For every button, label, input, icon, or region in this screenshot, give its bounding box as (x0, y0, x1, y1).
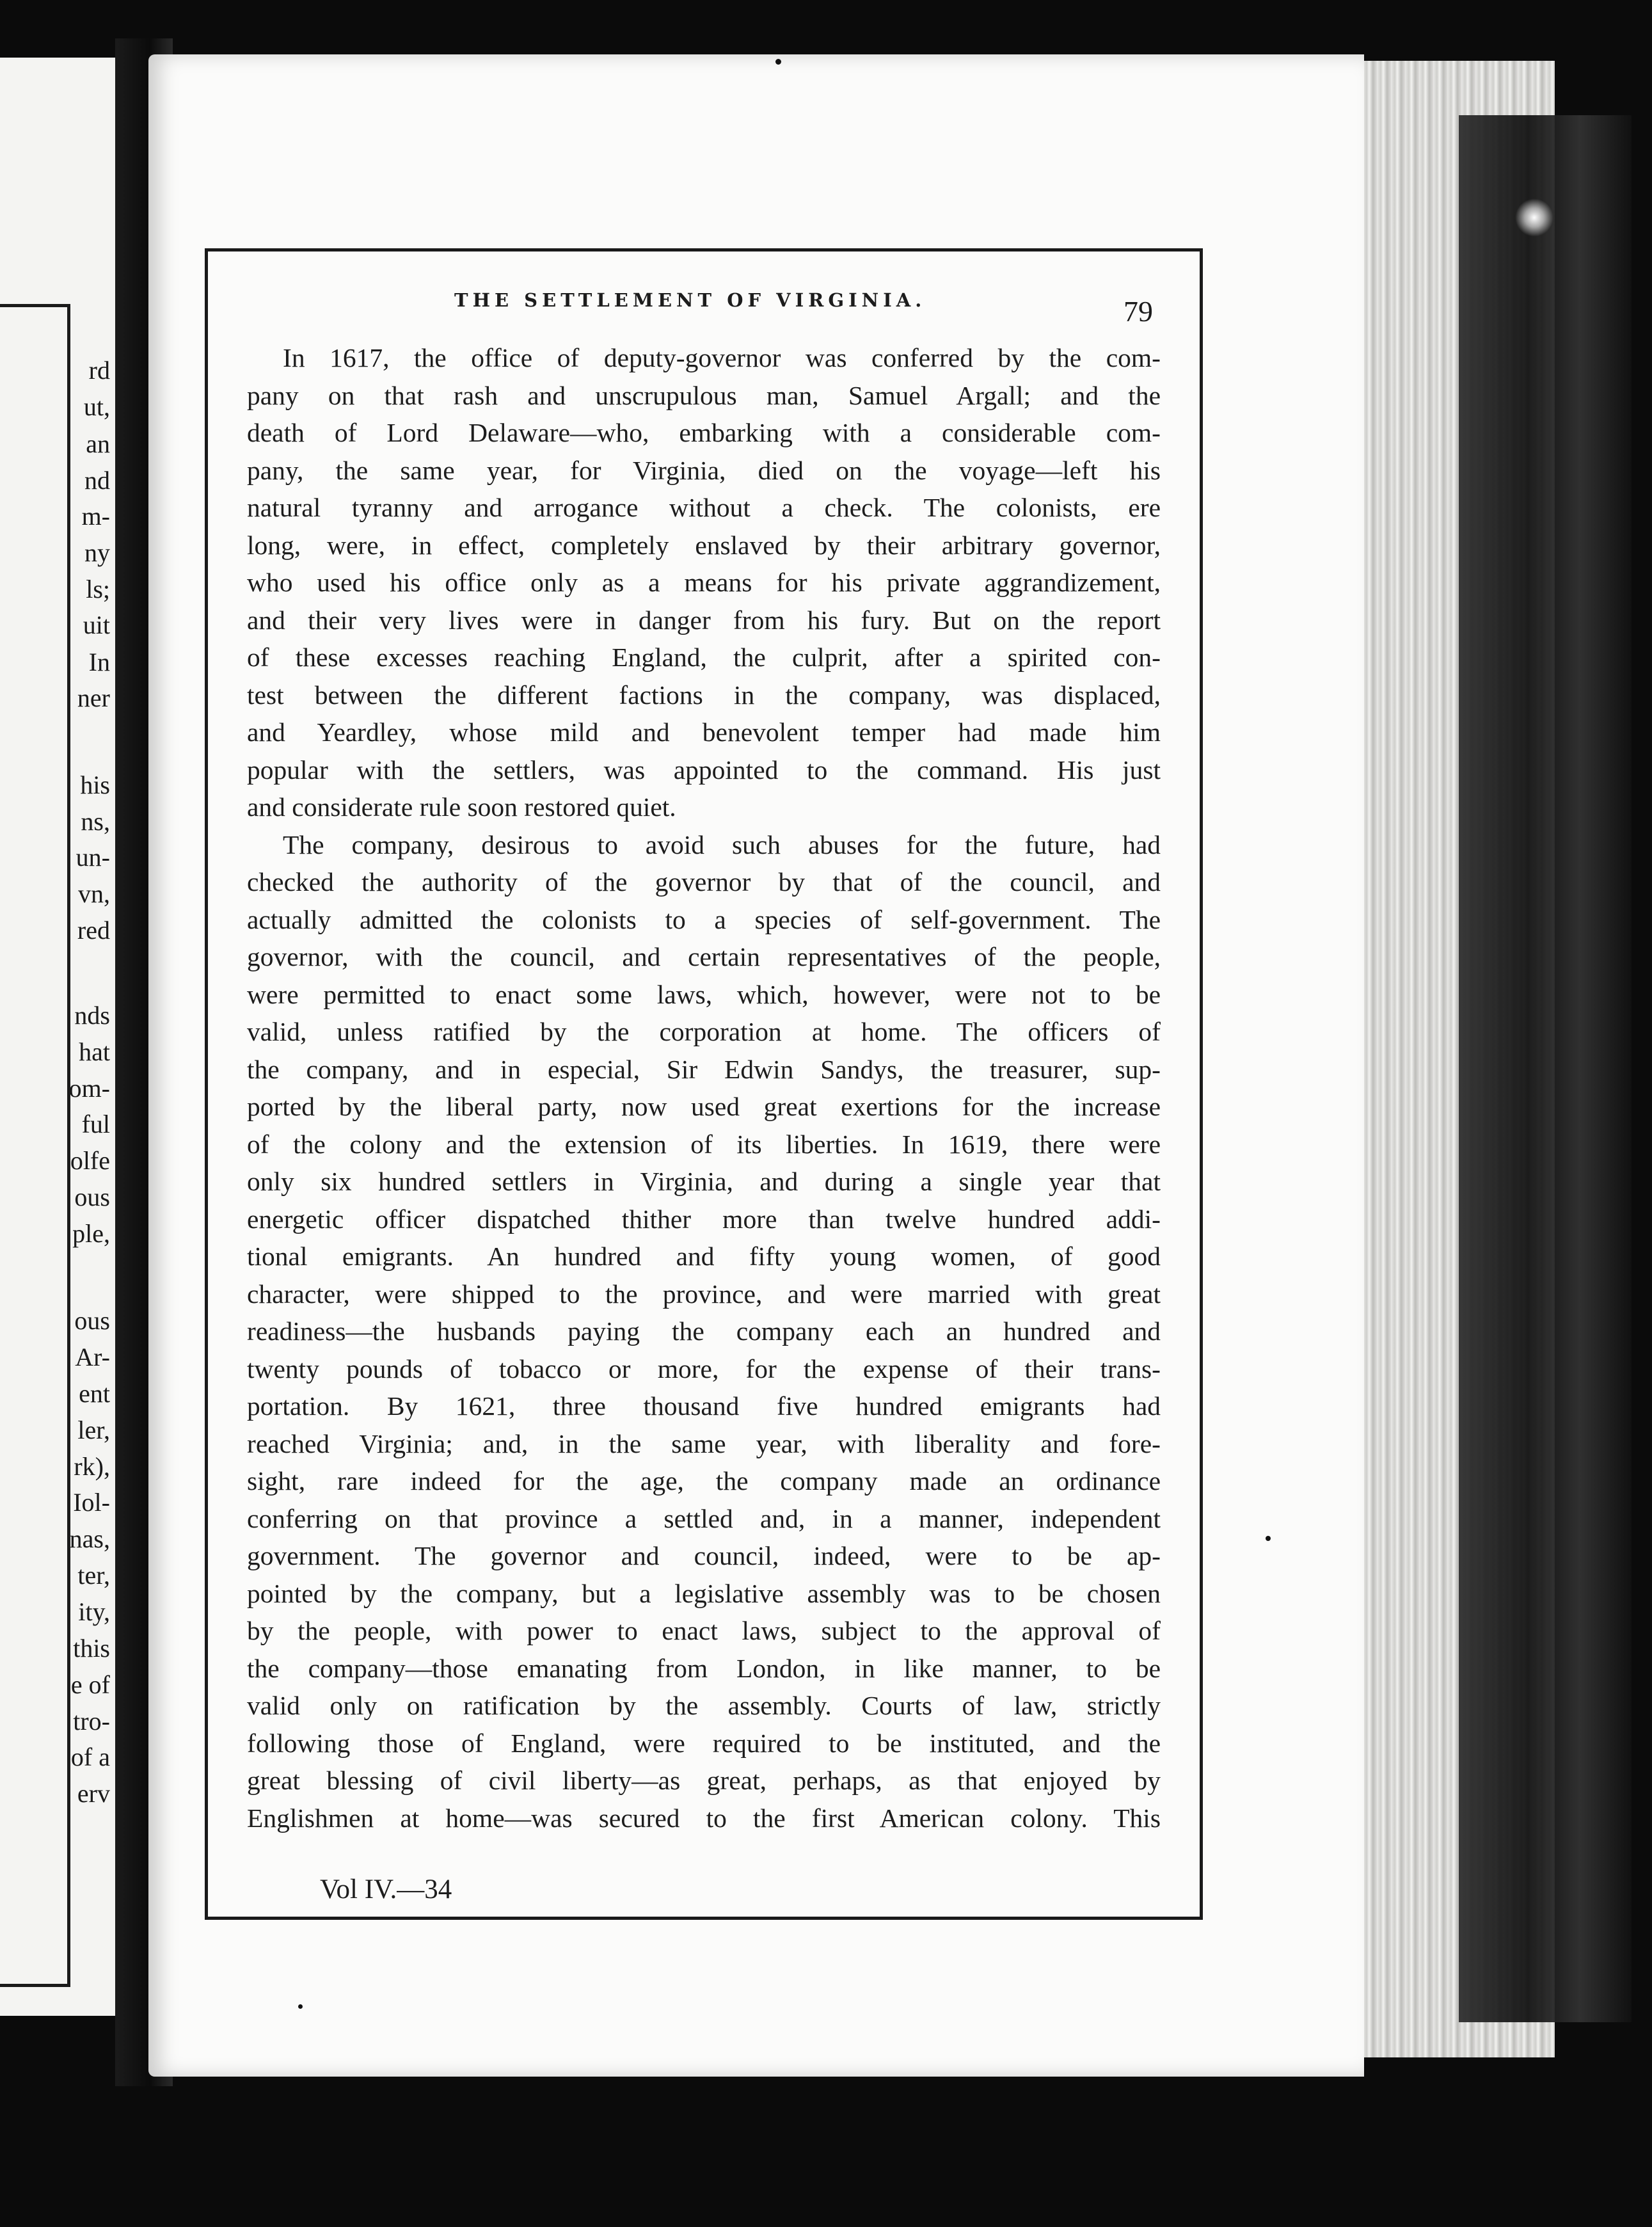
text-line: long, were, in effect, completely enslaved by their arbitrary governor, (247, 530, 1161, 560)
text-line: only six hundred settlers in Virginia, and during a single year that (247, 1167, 1161, 1196)
left-page-fragment: ny (84, 538, 110, 567)
text-line: great blessing of civil liberty—as great, perhaps, as that enjoyed by (247, 1766, 1161, 1795)
left-page-fragment: rd (88, 356, 110, 385)
left-page-fragment: ent (79, 1379, 110, 1408)
left-page-fragment: ous (74, 1306, 110, 1335)
text-line: and considerate rule soon restored quiet. (247, 792, 676, 822)
text-line: natural tyranny and arrogance without a check. The colonists, ere (247, 493, 1161, 522)
left-page-fragment: In (88, 648, 110, 676)
left-page-fragment: hat (79, 1037, 110, 1066)
left-page-fragment: ner (77, 683, 110, 712)
text-line: and Yeardley, whose mild and benevolent temper had made him (247, 717, 1161, 747)
left-page-fragment: red (77, 916, 110, 945)
text-line: readiness—the husbands paying the company each an hundred and (247, 1316, 1161, 1346)
left-page-fragment: an (86, 429, 110, 458)
left-page-fragment: Ar- (75, 1343, 110, 1371)
text-line: governor, with the council, and certain representatives of the people, (247, 942, 1161, 971)
text-line: who used his office only as a means for his private aggrandizement, (247, 568, 1161, 597)
text-line: popular with the settlers, was appointed to the command. His just (247, 754, 1161, 785)
text-line: checked the authority of the governor by that of the council, and (247, 867, 1161, 897)
left-page-fragment: nd (84, 466, 110, 495)
text-line: In 1617, the office of deputy-governor was conferred by the com- (283, 343, 1161, 372)
left-page-fragment: ous (74, 1183, 110, 1211)
text-line: ported by the liberal party, now used great exertions for the increase (247, 1092, 1161, 1121)
left-page-fragment: om- (68, 1074, 110, 1103)
left-page-fragment: ls; (86, 575, 110, 603)
running-head: THE SETTLEMENT OF VIRGINIA. (454, 289, 926, 311)
left-page-fragment: nas, (69, 1524, 110, 1553)
text-line: and their very lives were in danger from his fury. But on the report (247, 605, 1161, 635)
text-line: of the colony and the extension of its liberties. In 1619, there were (247, 1129, 1161, 1159)
left-page-fragment: uit (83, 611, 110, 639)
left-page-fragment: nds (74, 1001, 110, 1030)
left-page-fragment: ter, (77, 1561, 110, 1590)
text-line: conferring on that province a settled and, in a manner, independent (247, 1503, 1161, 1533)
text-line: the company—those emanating from London, in like manner, to be (247, 1653, 1161, 1683)
left-page-fragment: his (80, 770, 110, 799)
dust-speck (775, 59, 781, 65)
left-page-frame (0, 304, 70, 1987)
text-line: twenty pounds of tobacco or more, for the expense of their trans- (247, 1353, 1161, 1384)
text-line: test between the different factions in the company, was displaced, (247, 680, 1161, 710)
left-page-fragment: ple, (72, 1219, 110, 1248)
text-line: pany on that rash and unscrupulous man, Samuel Argall; and the (247, 380, 1161, 410)
left-page-fragment: un- (75, 843, 110, 872)
left-page-fragment: ity, (78, 1597, 110, 1626)
text-line: energetic officer dispatched thither more than twelve hundred addi- (247, 1204, 1161, 1234)
text-line: following those of England, were required to be instituted, and the (247, 1728, 1161, 1758)
text-line: valid only on ratification by the assembly. Courts of law, strictly (247, 1691, 1161, 1720)
text-line: pointed by the company, but a legislative assembly was to be chosen (247, 1578, 1161, 1608)
page-body-text (247, 339, 1161, 1837)
left-page-fragment: vn, (78, 879, 110, 908)
left-page-fragment: tro- (73, 1707, 110, 1736)
left-page-fragment: ns, (81, 807, 110, 836)
book-cover-edge (1459, 115, 1632, 2022)
text-line: portation. By 1621, three thousand five hundred emigrants had (247, 1391, 1161, 1421)
text-line: death of Lord Delaware—who, embarking with a considerable com- (247, 418, 1161, 447)
dust-speck (298, 2004, 303, 2009)
left-page-fragment: this (73, 1634, 110, 1663)
left-page-fragment: Iol- (73, 1488, 110, 1517)
text-line: reached Virginia; and, in the same year, with liberality and fore- (247, 1428, 1161, 1458)
text-line: The company, desirous to avoid such abuses for the future, had (283, 829, 1161, 859)
light-glint (1515, 198, 1553, 237)
text-line: the company, and in especial, Sir Edwin Sandys, the treasurer, sup- (247, 1054, 1161, 1084)
text-line: actually admitted the colonists to a species of self-government. The (247, 904, 1161, 934)
text-line: character, were shipped to the province, and were married with great (247, 1279, 1161, 1309)
text-line: Englishmen at home—was secured to the first American colony. This (247, 1803, 1161, 1833)
left-facing-page (0, 58, 119, 2016)
text-line: valid, unless ratified by the corporation at home. The officers of (247, 1017, 1161, 1046)
left-page-fragment: ful (81, 1110, 110, 1138)
text-line: sight, rare indeed for the age, the company made an ordinance (247, 1466, 1161, 1496)
text-line: of these excesses reaching England, the culprit, after a spirited con- (247, 643, 1161, 672)
left-page-fragment: rk), (74, 1452, 110, 1481)
left-page-fragment: e of (70, 1670, 110, 1699)
dust-speck (1266, 1536, 1271, 1541)
left-page-fragment: m- (81, 502, 110, 531)
text-line: tional emigrants. An hundred and fifty young women, of good (247, 1241, 1161, 1271)
left-page-fragment: ler, (77, 1416, 110, 1444)
page-number: 79 (1124, 295, 1153, 328)
volume-signature: Vol IV.—34 (320, 1874, 452, 1904)
left-page-fragment: of a (70, 1743, 110, 1771)
left-page-fragment: ut, (83, 392, 110, 421)
left-page-fragment: olfe (70, 1146, 110, 1175)
left-page-fragment: erv (77, 1779, 110, 1808)
text-line: by the people, with power to enact laws, subject to the approval of (247, 1616, 1161, 1645)
text-line: government. The governor and council, indeed, were to be ap- (247, 1541, 1161, 1570)
text-line: pany, the same year, for Virginia, died on the voyage—left his (247, 455, 1161, 485)
text-line: were permitted to enact some laws, which, however, were not to be (247, 979, 1161, 1009)
